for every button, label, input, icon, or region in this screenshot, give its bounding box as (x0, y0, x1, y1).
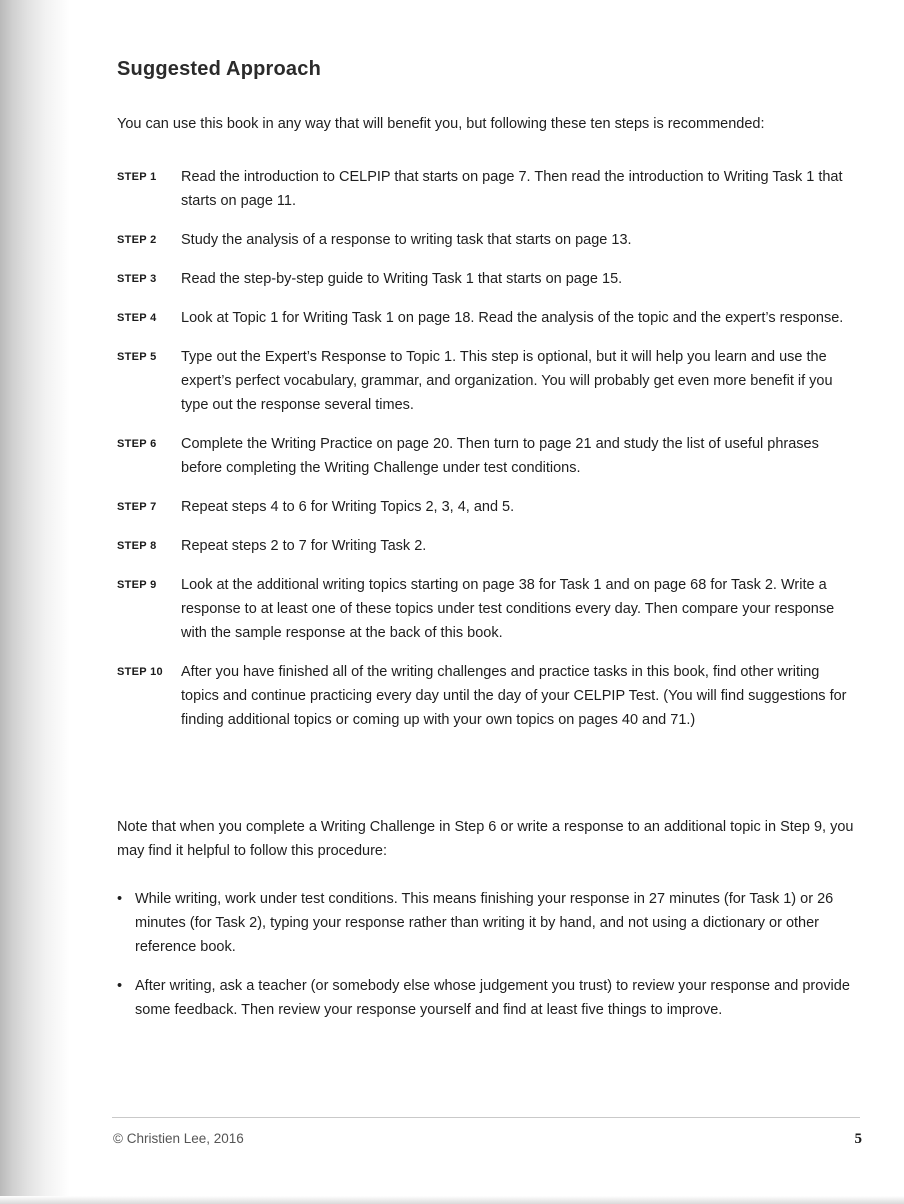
step-item (117, 495, 857, 519)
page-title: Suggested Approach (117, 58, 321, 80)
intro-paragraph: You can use this book in any way that will benefit you, but following these ten steps is recommended: (117, 116, 765, 132)
step-label: STEP 8 (117, 540, 157, 552)
step-label: STEP 1 (117, 171, 157, 183)
steps-list (117, 165, 857, 747)
bullet-text: After writing, ask a teacher (or somebody else whose judgement you trust) to review your response and provide some feedback. Then review your response yourself and find at least five things to improve. (135, 978, 850, 1018)
step-label: STEP 10 (117, 666, 163, 678)
step-label: STEP 5 (117, 351, 157, 363)
bullet-icon: • (117, 978, 123, 994)
step-text: Read the introduction to CELPIP that starts on page 7. Then read the introduction to Writing Task 1 that starts on page 11. (181, 169, 843, 209)
step-label: STEP 4 (117, 312, 157, 324)
step-text: Study the analysis of a response to writing task that starts on page 13. (181, 232, 632, 248)
step-label: STEP 3 (117, 273, 157, 285)
procedure-note: Note that when you complete a Writing Challenge in Step 6 or write a response to an additional topic in Step 9, you may find it helpful to follow this procedure: (117, 819, 854, 859)
step-label: STEP 9 (117, 579, 157, 591)
step-text: Read the step-by-step guide to Writing Task 1 that starts on page 15. (181, 271, 623, 287)
procedure-bullet-list (117, 887, 862, 1037)
step-item (117, 432, 857, 480)
bullet-item (117, 974, 862, 1022)
step-text: Repeat steps 2 to 7 for Writing Task 2. (181, 538, 427, 554)
step-item (117, 306, 857, 330)
bullet-icon: • (117, 891, 123, 907)
step-item (117, 345, 857, 417)
step-item (117, 573, 857, 645)
step-item (117, 534, 857, 558)
step-text: Type out the Expert’s Response to Topic 1. This step is optional, but it will help you learn and use the expert’s perfect vocabulary, grammar, and organization. You will probably get even more benefit if you type out the response several times. (181, 349, 833, 413)
step-item (117, 660, 857, 732)
step-text: Repeat steps 4 to 6 for Writing Topics 2, 3, 4, and 5. (181, 499, 515, 515)
step-text: After you have finished all of the writing challenges and practice tasks in this book, find other writing topics and continue practicing every day until the day of your CELPIP Test. (You will find suggestions for finding additional topics or coming up with your own topics on pages 40 and 71.) (181, 664, 847, 728)
step-label: STEP 7 (117, 501, 157, 513)
bullet-item (117, 887, 862, 959)
step-item (117, 267, 857, 291)
step-text: Look at Topic 1 for Writing Task 1 on page 18. Read the analysis of the topic and the expert’s response. (181, 310, 844, 326)
page-number: 5 (854, 1131, 862, 1147)
bullet-text: While writing, work under test conditions. This means finishing your response in 27 minutes (for Task 1) or 26 minutes (for Task 2), typing your response rather than writing it by hand, and not using a dictionary or other reference book. (135, 891, 834, 955)
copyright-notice: © Christien Lee, 2016 (113, 1131, 244, 1146)
step-item (117, 165, 857, 213)
step-item (117, 228, 857, 252)
step-text: Complete the Writing Practice on page 20. Then turn to page 21 and study the list of useful phrases before completing the Writing Challenge under test conditions. (181, 436, 819, 476)
step-label: STEP 2 (117, 234, 157, 246)
step-label: STEP 6 (117, 438, 157, 450)
footer-divider (112, 1117, 860, 1118)
step-text: Look at the additional writing topics starting on page 38 for Task 1 and on page 68 for Task 2. Write a response to at least one of these topics under test conditions every day. Then compare your response with the sample response at the back of this book. (181, 577, 835, 641)
